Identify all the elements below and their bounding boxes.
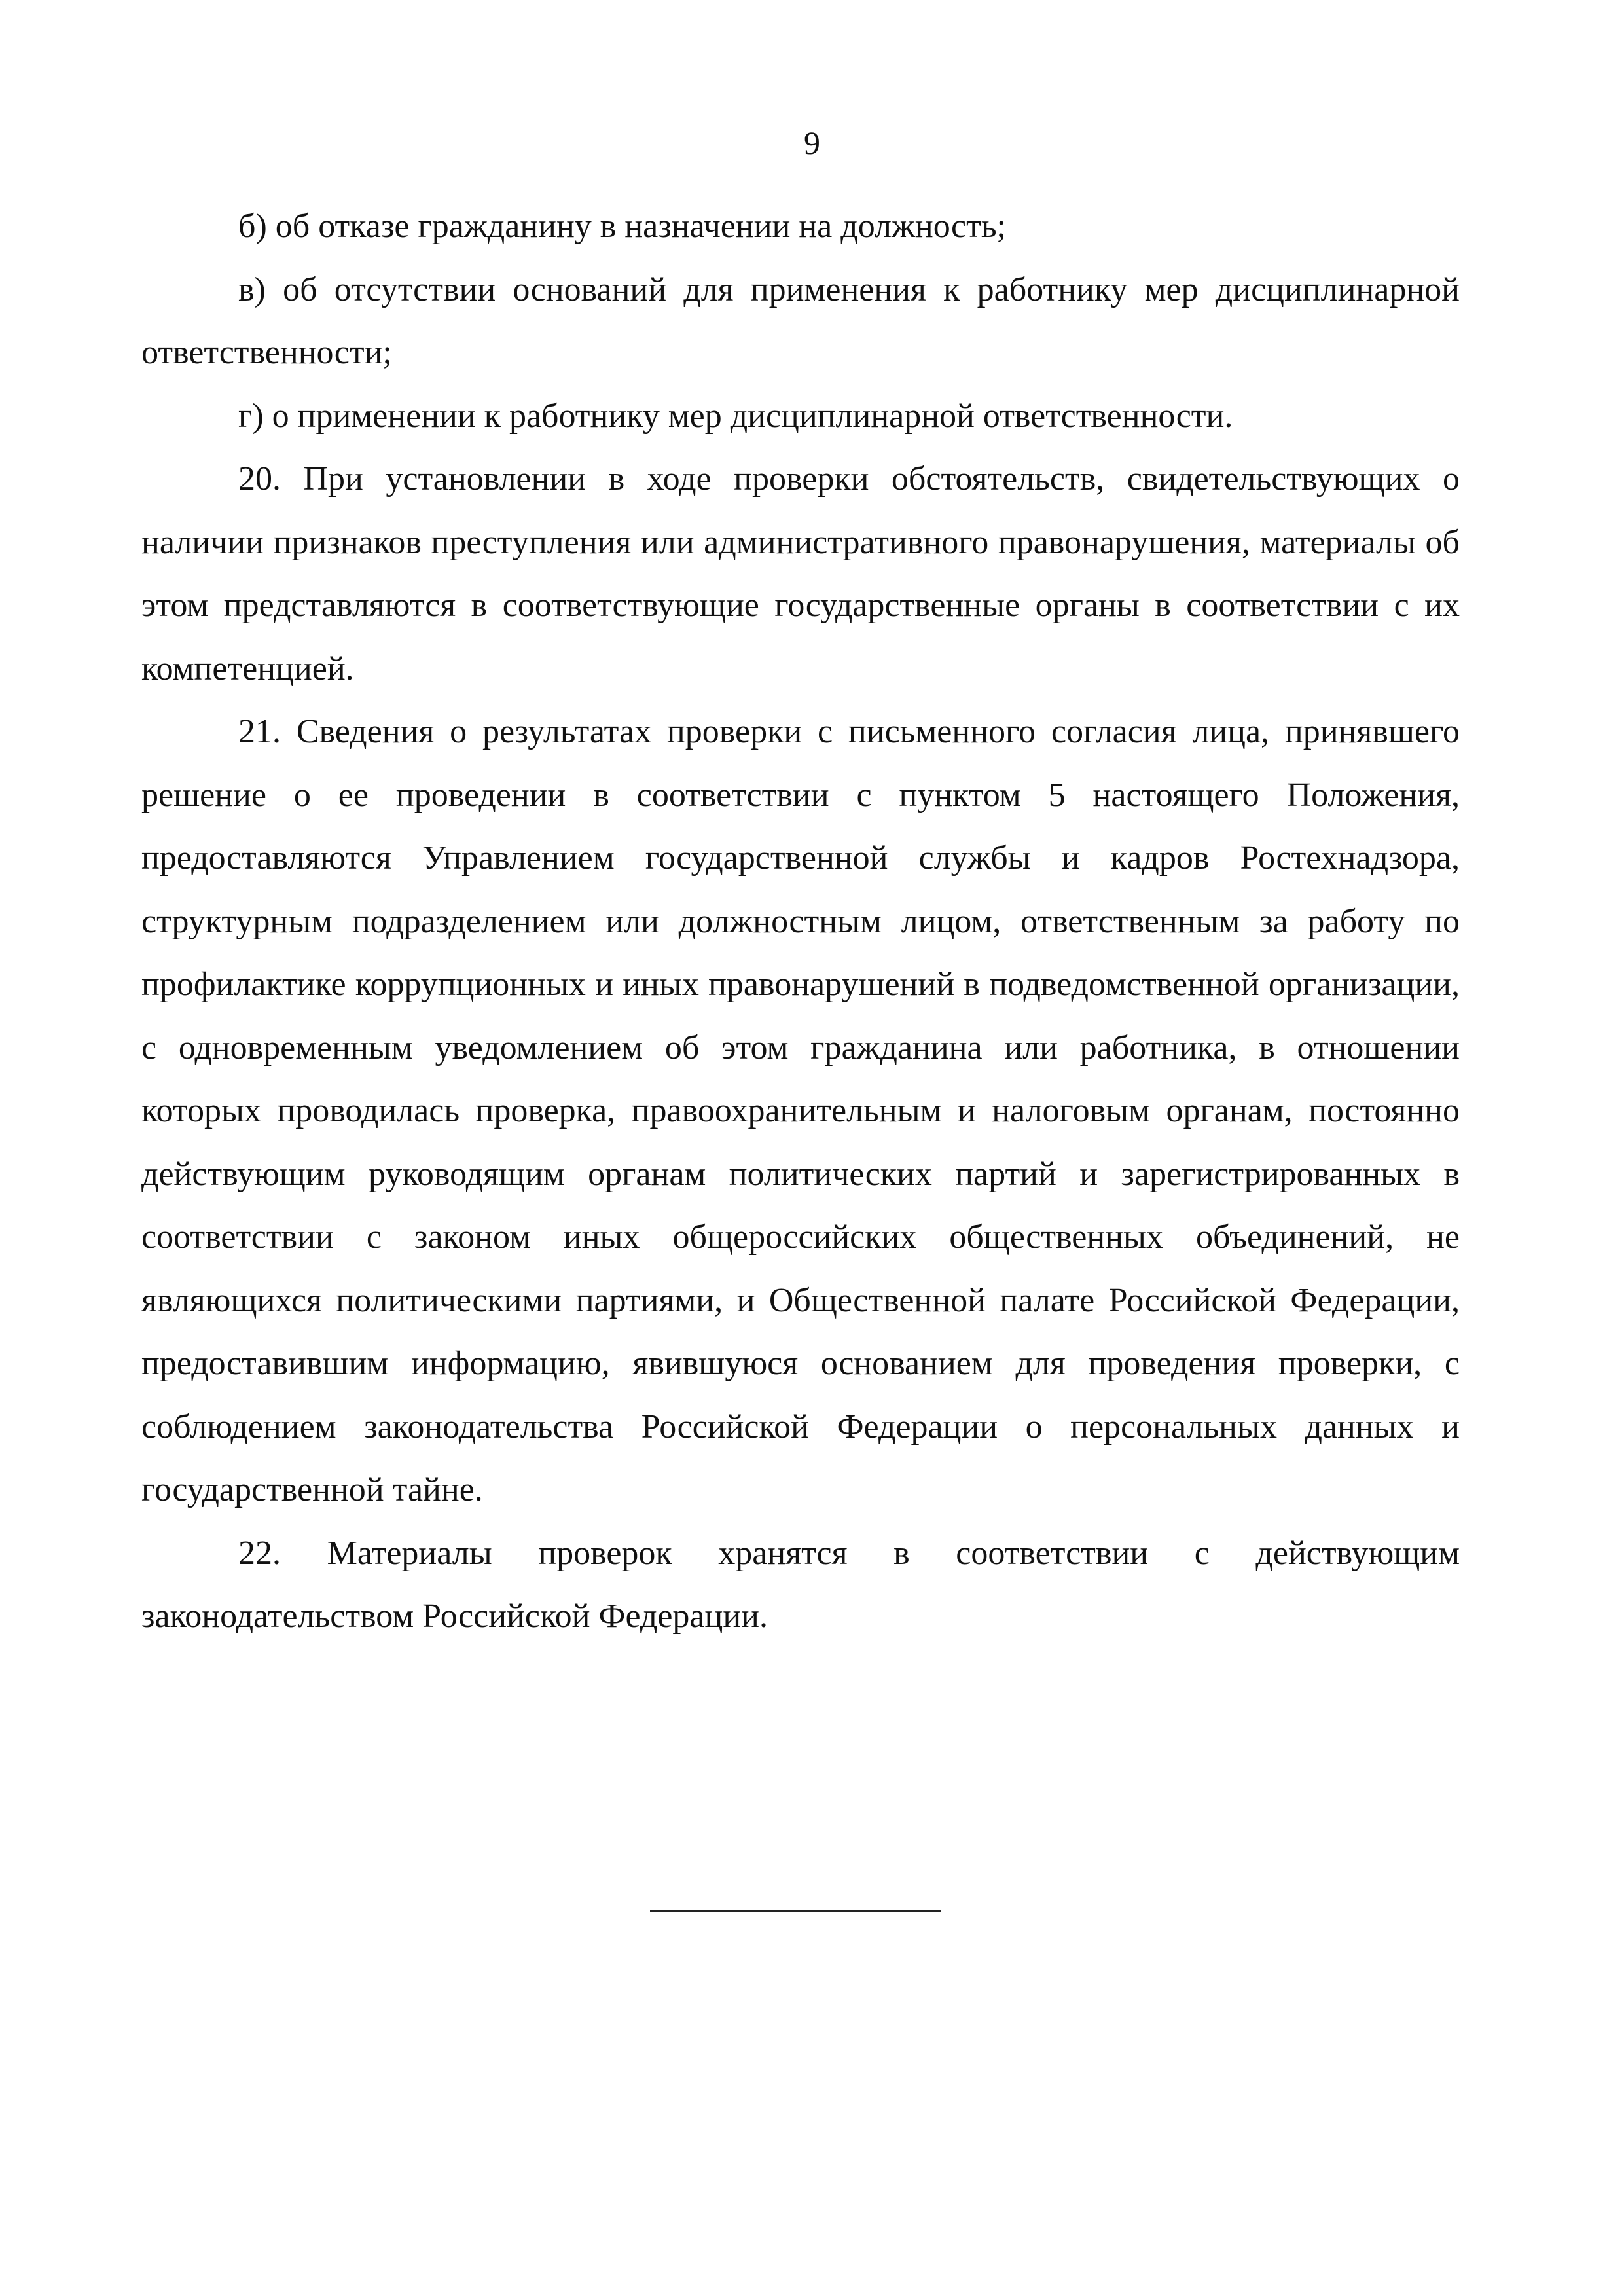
paragraph-v: в) об отсутствии оснований для применения к работнику мер дисциплинарной ответственности;	[141, 270, 1460, 371]
page-number: 9	[804, 124, 820, 161]
paragraph-b: б) об отказе гражданину в назначении на должность;	[238, 208, 1006, 245]
paragraph-20: 20. При установлении в ходе проверки обстоятельств, свидетельствующих о наличии признаков преступления или административного правонарушения, материалы об этом представляются в соответствующие государственные органы в соответствии с их компетенцией.	[141, 460, 1460, 687]
document-body	[141, 195, 1460, 1649]
paragraph-g: г) о применении к работнику мер дисциплинарной ответственности.	[238, 397, 1233, 435]
paragraph-21: 21. Сведения о результатах проверки с письменного согласия лица, принявшего решение о ее проведении в соответствии с пунктом 5 настоящего Положения, предоставляются Управлением государственной службы и кадров Ростехнадзора, структурным подразделением или должностным лицом, ответственным за работу по профилактике коррупционных и иных правонарушений в подведомственной организации, с одновременным уведомлением об этом гражданина или работника, в отношении которых проводилась проверка, правоохранительным и налоговым органам, постоянно действующим руководящим органам политических партий и зарегистрированных в соответствии с законом иных общероссийских общественных объединений, не являющихся политическими партиями, и Общественной палате Российской Федерации, предоставившим информацию, явившуюся основанием для проведения проверки, с соблюдением законодательства Российской Федерации о персональных данных и государственной тайне.	[141, 713, 1460, 1508]
end-separator-line	[650, 1910, 941, 1912]
paragraph-22: 22. Материалы проверок хранятся в соответствии с действующим законодательством Российской Федерации.	[141, 1534, 1460, 1635]
